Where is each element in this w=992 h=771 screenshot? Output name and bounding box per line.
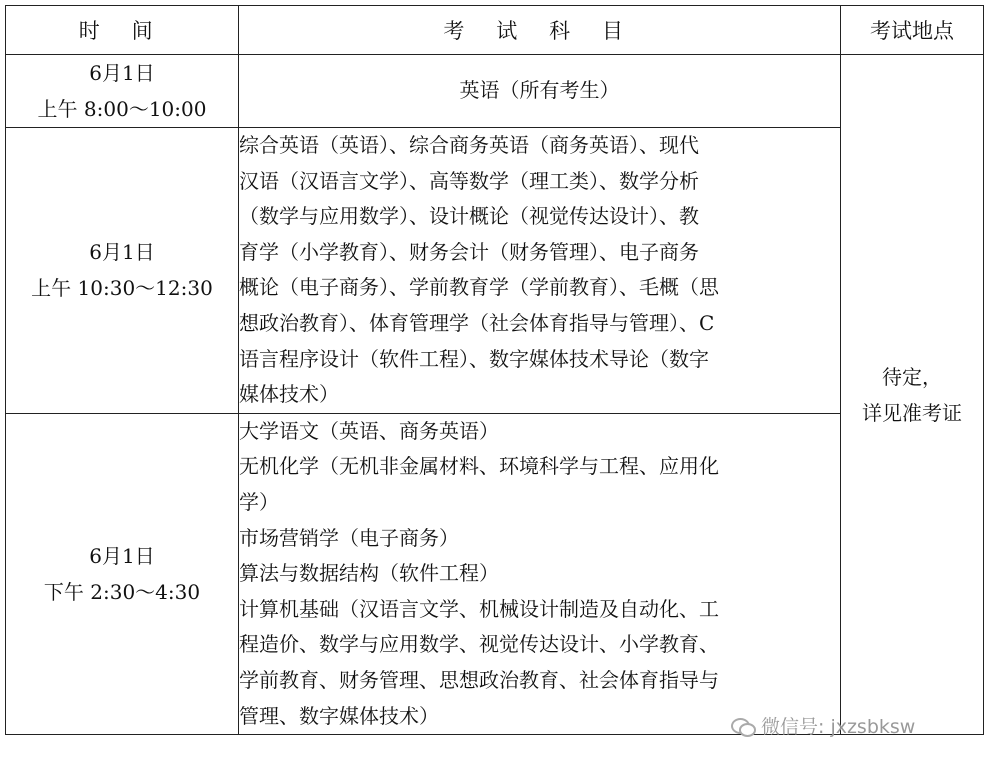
subject-line: 综合英语（英语）、综合商务英语（商务英语）、现代 (239, 133, 699, 157)
exam-schedule-table (5, 5, 984, 735)
date-text: 6月1日 (89, 61, 155, 85)
subject-line: 程造价、数学与应用数学、视觉传达设计、小学教育、 (239, 632, 719, 657)
header-time: 时 间 (6, 6, 239, 55)
subject-line: 育学（小学教育）、财务会计（财务管理）、电子商务 (239, 239, 699, 264)
wechat-icon (731, 716, 755, 736)
subject-line: 媒体技术） (239, 382, 339, 407)
place-line: 详见准考证 (862, 400, 962, 425)
subject-line: 管理、数字媒体技术） (239, 703, 439, 728)
header-place: 考试地点 (841, 6, 984, 55)
subject-cell (239, 55, 841, 128)
place-cell (841, 55, 984, 735)
time-text: 下午 2:30～4:30 (43, 579, 201, 604)
subject-line: 学） (239, 489, 279, 514)
watermark (731, 712, 915, 739)
time-cell (6, 128, 239, 414)
subject-line: 计算机基础（汉语言文学、机械设计制造及自动化、工 (239, 596, 719, 621)
subject-line: 无机化学（无机非金属材料、环境科学与工程、应用化 (239, 454, 719, 479)
table-row (6, 413, 984, 734)
table-row (6, 128, 984, 414)
subject-line: 英语（所有考生） (459, 78, 620, 103)
subject-line: 语言程序设计（软件工程）、数字媒体技术导论（数字 (239, 346, 709, 371)
subject-line: 概论（电子商务）、学前教育学（学前教育）、毛概（思 (239, 275, 719, 300)
time-cell (6, 55, 239, 128)
subject-line: 想政治教育）、体育管理学（社会体育指导与管理）、C (239, 310, 715, 335)
header-subject: 考 试 科 目 (239, 6, 841, 55)
table-row (6, 55, 984, 128)
subject-line: 市场营销学（电子商务） (239, 525, 459, 550)
subject-line: （数学与应用数学）、设计概论（视觉传达设计）、教 (239, 204, 699, 229)
subject-line: 学前教育、财务管理、思想政治教育、社会体育指导与 (239, 667, 719, 692)
time-cell (6, 413, 239, 734)
subject-cell (239, 413, 841, 734)
place-line: 待定， (882, 364, 942, 389)
time-text: 上午 10:30～12:30 (31, 276, 213, 301)
subject-line: 大学语文（英语、商务英语） (239, 418, 499, 443)
header-row (6, 6, 984, 55)
subject-line: 汉语（汉语言文学）、高等数学（理工类）、数学分析 (239, 168, 699, 193)
date-text: 6月1日 (89, 240, 155, 265)
subject-line: 算法与数据结构（软件工程） (239, 561, 499, 586)
subject-cell (239, 128, 841, 414)
time-text: 上午 8:00～10:00 (37, 97, 207, 121)
watermark-text: 微信号: jxzsbksw (761, 716, 916, 738)
date-text: 6月1日 (89, 543, 155, 568)
